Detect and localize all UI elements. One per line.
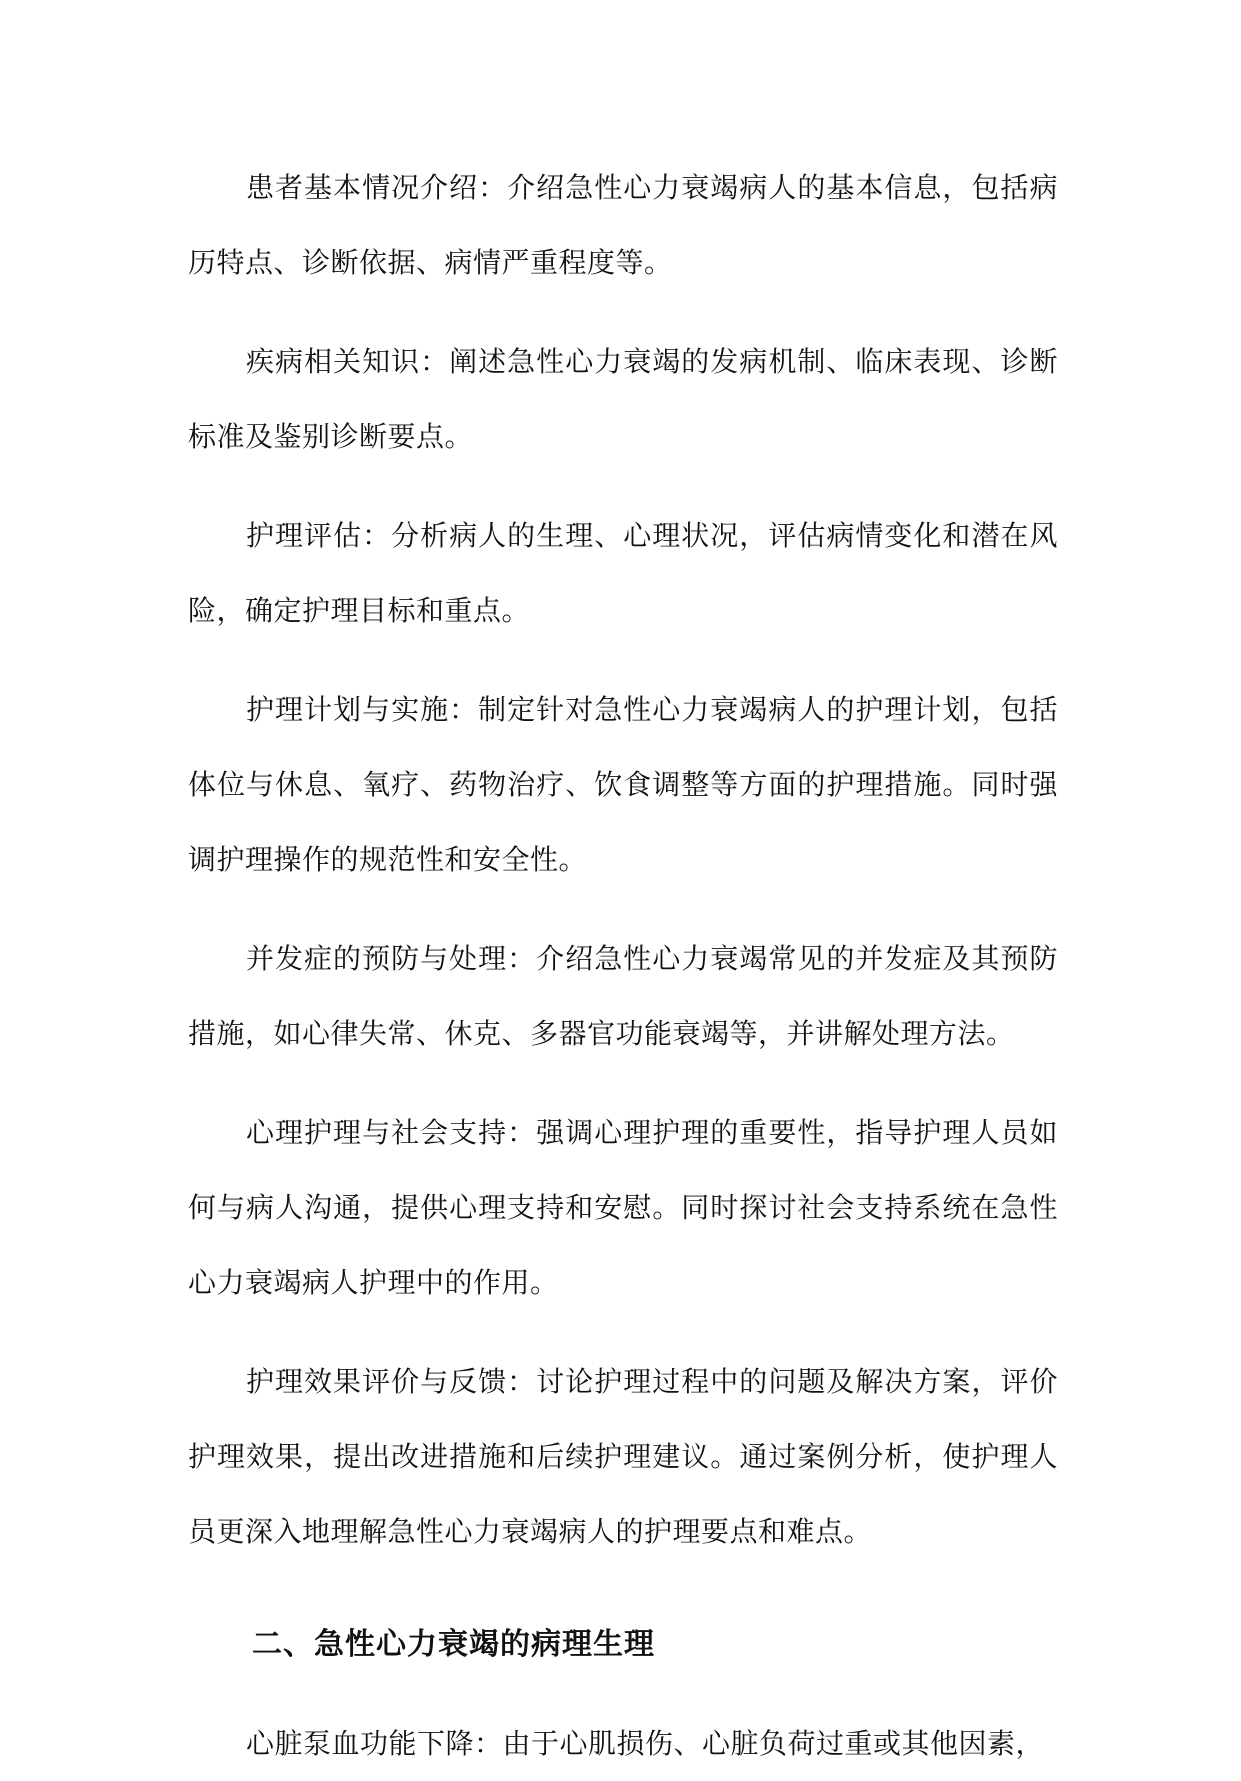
- section-heading: 二、急性心力衰竭的病理生理: [252, 1627, 655, 1662]
- paragraph-complications: 并发症的预防与处理：介绍急性心力衰竭常见的并发症及其预防措施，如心律失常、休克、多器官功能衰竭等，并讲解处理方法。: [188, 942, 1058, 1050]
- paragraph-nursing-plan: 护理计划与实施：制定针对急性心力衰竭病人的护理计划，包括体位与休息、氧疗、药物治疗、饮食调整等方面的护理措施。同时强调护理操作的规范性和安全性。: [188, 693, 1058, 876]
- paragraph-disease-knowledge: 疾病相关知识：阐述急性心力衰竭的发病机制、临床表现、诊断标准及鉴别诊断要点。: [188, 345, 1058, 453]
- paragraph-evaluation-feedback: 护理效果评价与反馈：讨论护理过程中的问题及解决方案，评价护理效果，提出改进措施和后续护理建议。通过案例分析，使护理人员更深入地理解急性心力衰竭病人的护理要点和难点。: [188, 1365, 1058, 1548]
- paragraph-psychological-care: 心理护理与社会支持：强调心理护理的重要性，指导护理人员如何与病人沟通，提供心理支持和安慰。同时探讨社会支持系统在急性心力衰竭病人护理中的作用。: [188, 1116, 1058, 1299]
- paragraph-patient-intro: 患者基本情况介绍：介绍急性心力衰竭病人的基本信息，包括病历特点、诊断依据、病情严重程度等。: [188, 171, 1058, 279]
- document-body: [188, 150, 1058, 1781]
- paragraph-nursing-assessment: 护理评估：分析病人的生理、心理状况，评估病情变化和潜在风险，确定护理目标和重点。: [188, 519, 1058, 627]
- paragraph-pump-function: 心脏泵血功能下降：由于心肌损伤、心脏负荷过重或其他因素，: [246, 1727, 1045, 1760]
